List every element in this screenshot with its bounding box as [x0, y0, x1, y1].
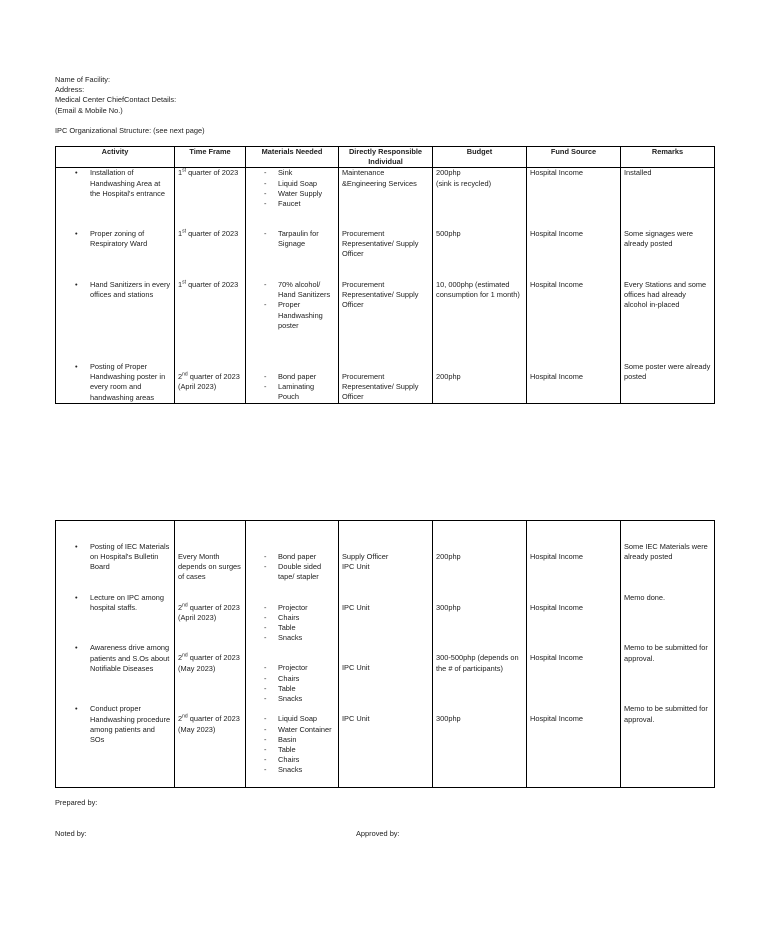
remarks-cell: Every Stations and some offices had already alcohol in-placed [621, 280, 715, 362]
material-item: - Bond paper [278, 372, 335, 382]
materials-cell [246, 280, 339, 362]
table-row [56, 362, 715, 403]
material-item: - Double sided tape/ stapler [278, 562, 335, 582]
col-header-responsible: Directly Responsible Individual [339, 147, 433, 168]
material-item: - Chairs [278, 755, 335, 765]
remarks-cell: Memo to be submitted for approval. [621, 643, 715, 704]
material-item: - Liquid Soap [278, 714, 335, 724]
responsible-cell: Procurement Representative/ Supply Officer [339, 280, 433, 362]
material-item: - Chairs [278, 613, 335, 623]
ipc-plan-table-page2 [55, 520, 715, 788]
material-item: - Water Container [278, 725, 335, 735]
materials-cell [246, 643, 339, 704]
material-item: - Snacks [278, 633, 335, 643]
responsible-cell: IPC Unit [339, 593, 433, 644]
budget-cell: 10, 000php (estimated consumption for 1 month) [433, 280, 527, 362]
time-frame-cell: 2nd quarter of 2023 (April 2023) [175, 362, 246, 403]
mobile-label: (Email & Mobile No.) [55, 105, 123, 115]
material-item: - Water Supply [278, 189, 335, 199]
materials-cell [246, 229, 339, 280]
ipc-plan-table-page1 [55, 146, 715, 404]
activity-cell [56, 280, 175, 362]
chief-contact-label: Medical Center ChiefContact Details: [55, 95, 177, 105]
activity-text: • Posting of Proper Handwashing poster in every room and handwashing areas [90, 362, 171, 403]
activity-cell [56, 593, 175, 644]
table-row [56, 168, 715, 229]
activity-text: • Conduct proper Handwashing procedure among patients and SOs [90, 704, 171, 745]
activity-cell [56, 521, 175, 593]
facility-name-label: Name of Facility: [55, 75, 111, 84]
table-row [56, 521, 715, 593]
budget-cell: 200php (sink is recycled) [433, 168, 527, 229]
activity-text: • Awareness drive among patients and S.Os about Notifiable Diseases [90, 643, 171, 674]
col-header-budget: Budget [433, 147, 527, 168]
col-header-materials: Materials Needed [246, 147, 339, 168]
responsible-cell: IPC Unit [339, 643, 433, 704]
material-item: - Chairs [278, 674, 335, 684]
material-item: - Tarpaulin for Signage [278, 229, 335, 249]
fund-source-cell: Hospital Income [527, 643, 621, 704]
responsible-cell: IPC Unit [339, 704, 433, 787]
time-frame-cell: Every Month depends on surges of cases [175, 521, 246, 593]
table-row [56, 229, 715, 280]
table-header-row [56, 147, 715, 168]
fund-source-cell: Hospital Income [527, 593, 621, 644]
prepared-by-label: Prepared by: [55, 798, 98, 807]
fund-source-cell: Hospital Income [527, 168, 621, 229]
col-header-time-frame: Time Frame [175, 147, 246, 168]
material-item: - Liquid Soap [278, 179, 335, 189]
fund-source-cell: Hospital Income [527, 362, 621, 403]
material-item: - Laminating Pouch [278, 382, 335, 402]
remarks-cell: Memo done. [621, 593, 715, 644]
remarks-cell: Some poster were already posted [621, 362, 715, 403]
responsible-cell: Procurement Representative/ Supply Officer [339, 229, 433, 280]
time-frame-cell: 2nd quarter of 2023 (May 2023) [175, 704, 246, 787]
activity-cell [56, 168, 175, 229]
budget-cell: 300php [433, 593, 527, 644]
col-header-fund-source: Fund Source [527, 147, 621, 168]
material-item: - Table [278, 623, 335, 633]
material-item: - Table [278, 745, 335, 755]
col-header-remarks: Remarks [621, 147, 715, 168]
material-item: - Sink [278, 168, 335, 178]
responsible-cell: Supply Officer IPC Unit [339, 521, 433, 593]
activity-cell [56, 704, 175, 787]
noted-by-label: Noted by: [55, 829, 87, 838]
approved-by-label: Approved by: [356, 829, 400, 838]
time-frame-cell: 1st quarter of 2023 [175, 280, 246, 362]
table-row [56, 593, 715, 644]
structure-label: IPC Organizational Structure: (see next page) [55, 125, 205, 135]
budget-cell: 200php [433, 521, 527, 593]
materials-cell [246, 521, 339, 593]
material-item: - Projector [278, 663, 335, 673]
fund-source-cell: Hospital Income [527, 521, 621, 593]
col-header-activity: Activity [56, 147, 175, 168]
table-row [56, 704, 715, 787]
remarks-cell: Some IEC Materials were already posted [621, 521, 715, 593]
activity-text: • Hand Sanitizers in every offices and stations [90, 280, 171, 300]
time-frame-cell: 2nd quarter of 2023 (May 2023) [175, 643, 246, 704]
activity-cell [56, 362, 175, 403]
budget-cell: 200php [433, 362, 527, 403]
material-item: - Snacks [278, 765, 335, 775]
material-item: - Table [278, 684, 335, 694]
activity-text: • Installation of Handwashing Area at the Hospital's entrance [90, 168, 171, 199]
remarks-cell: Memo to be submitted for approval. [621, 704, 715, 787]
document-header [55, 75, 205, 136]
material-item: - Proper Handwashing poster [278, 300, 335, 331]
material-item: - Faucet [278, 199, 335, 209]
time-frame-cell: 1st quarter of 2023 [175, 229, 246, 280]
activity-cell [56, 229, 175, 280]
materials-cell [246, 168, 339, 229]
activity-text: • Proper zoning of Respiratory Ward [90, 229, 171, 249]
activity-cell [56, 643, 175, 704]
responsible-cell: Procurement Representative/ Supply Officer [339, 362, 433, 403]
fund-source-cell: Hospital Income [527, 280, 621, 362]
materials-cell [246, 704, 339, 787]
materials-cell [246, 362, 339, 403]
table-row [56, 643, 715, 704]
materials-cell [246, 593, 339, 644]
time-frame-cell: 2nd quarter of 2023 (April 2023) [175, 593, 246, 644]
table-row [56, 280, 715, 362]
remarks-cell: Some signages were already posted [621, 229, 715, 280]
remarks-cell: Installed [621, 168, 715, 229]
activity-text: • Lecture on IPC among hospital staffs. [90, 593, 171, 613]
fund-source-cell: Hospital Income [527, 704, 621, 787]
responsible-cell: Maintenance &Engineering Services [339, 168, 433, 229]
activity-text: • Posting of IEC Materials on Hospital's Bulletin Board [90, 542, 171, 573]
material-item: - Bond paper [278, 552, 335, 562]
time-frame-cell: 1st quarter of 2023 [175, 168, 246, 229]
material-item: - 70% alcohol/ Hand Sanitizers [278, 280, 335, 300]
budget-cell: 300-500php (depends on the # of participants) [433, 643, 527, 704]
address-label: Address: [55, 85, 85, 95]
material-item: - Basin [278, 735, 335, 745]
fund-source-cell: Hospital Income [527, 229, 621, 280]
material-item: - Projector [278, 603, 335, 613]
budget-cell: 500php [433, 229, 527, 280]
budget-cell: 300php [433, 704, 527, 787]
material-item: - Snacks [278, 694, 335, 704]
